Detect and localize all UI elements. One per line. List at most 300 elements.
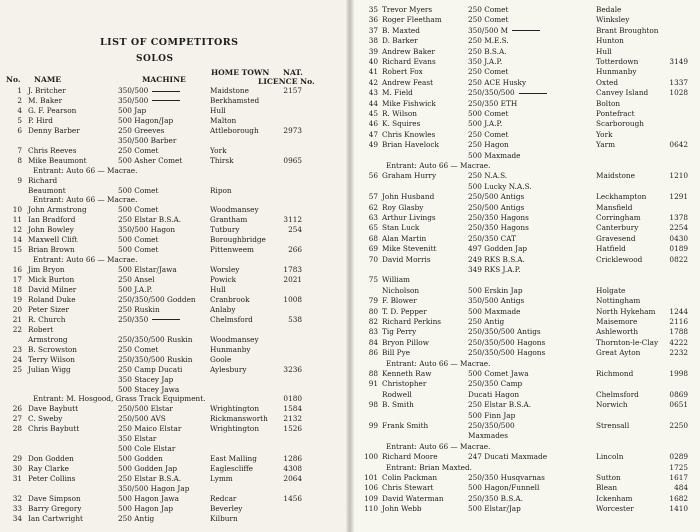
competitor-number: 29 (12, 454, 22, 464)
competitor-name: Kenneth Raw (382, 369, 432, 378)
machine: 250 Ruskin (118, 304, 160, 314)
licence-number: 4222 (669, 337, 688, 347)
competitor-name: Nicholson (382, 285, 420, 295)
home-town: Strensall (596, 421, 630, 430)
machine: 250 Antig (468, 317, 505, 326)
licence-number: 3112 (283, 215, 302, 225)
header-no: No. (6, 75, 21, 84)
competitor-row (350, 369, 700, 378)
machine: 500 Hagon Jap (118, 503, 173, 513)
home-town: Hull (210, 285, 226, 294)
competitor-row (350, 88, 700, 97)
competitor-number: 69 (368, 244, 378, 254)
machine: 250 Comet (118, 344, 159, 354)
competitor-row (0, 156, 350, 165)
competitor-row (0, 345, 350, 354)
competitor-name: David Morris (382, 254, 431, 264)
home-town: Richmond (596, 369, 634, 378)
competitor-row (0, 454, 350, 463)
licence-number: 538 (288, 314, 302, 324)
competitor-name: J. Britcher (28, 86, 66, 95)
competitor-number: 14 (12, 235, 22, 245)
competitor-row (350, 452, 700, 461)
competitor-name: Terry Wilson (28, 354, 75, 364)
home-town: Wrightington (210, 424, 260, 434)
home-town: Boroughbridge (210, 235, 266, 245)
machine: 500 Godden (118, 454, 163, 464)
competitor-row (0, 385, 350, 394)
competitor-row (350, 26, 700, 35)
competitor-row (0, 414, 350, 423)
competitor-row (0, 315, 350, 324)
competitor-row (350, 265, 700, 274)
competitor-name: G. F. Pearson (28, 105, 77, 115)
competitor-row (350, 296, 700, 305)
machine: 250/350 Hagons (468, 223, 529, 233)
competitor-number: 35 (368, 5, 378, 14)
machine: 350/500 (118, 86, 180, 95)
competitor-name: William (382, 275, 410, 285)
home-town: Oxted (596, 77, 619, 87)
competitor-row (350, 234, 700, 243)
competitor-name: Ian Cartwright (28, 513, 83, 523)
home-town: Rickmansworth (210, 414, 268, 424)
licence-number: 1028 (669, 88, 688, 98)
home-town: Beverley (210, 503, 243, 513)
licence-number: 1783 (283, 265, 302, 275)
home-town: Grantham (210, 215, 248, 225)
competitor-number: 70 (368, 254, 378, 264)
competitor-number: 27 (12, 414, 22, 424)
competitor-row (0, 235, 350, 244)
licence-number: 1210 (669, 171, 688, 181)
competitor-name: Colin Packman (382, 473, 438, 482)
competitor-name: Peter Collins (28, 474, 76, 484)
home-town: Norwich (596, 400, 628, 410)
machine: 500 Lucky N.A.S. (468, 181, 532, 191)
home-town: Cranbrook (210, 294, 250, 304)
competitor-row (0, 116, 350, 125)
machine: Maxmades (468, 431, 508, 441)
competitor-number: 8 (17, 155, 22, 165)
licence-number: 1291 (669, 192, 688, 202)
machine: 500 Hagon/Jap (118, 115, 174, 125)
machine: 250 Hagon (468, 140, 509, 150)
entrant-line (350, 463, 700, 472)
machine: 500 Comet (118, 245, 159, 255)
competitor-row (350, 494, 700, 503)
entrant-text: Entrant: Auto 66 — Macrae. (386, 441, 491, 451)
entrant-line (0, 255, 350, 264)
competitor-name: Chris Baybutt (28, 424, 80, 434)
machine: 250/350/500 (468, 88, 547, 97)
licence-number: 1725 (669, 462, 688, 472)
home-town: Pittenweem (210, 245, 254, 255)
competitor-name: Stan Luck (382, 223, 420, 233)
blank-dash (519, 93, 547, 94)
machine: 250/350/500 Godden (118, 294, 196, 304)
home-town: Pontefract (596, 109, 635, 118)
competitor-row (350, 36, 700, 45)
machine: 250 Elstar B.S.A. (468, 400, 532, 410)
home-town: Cricklewood (596, 254, 643, 264)
entrant-line (0, 166, 350, 175)
competitor-row (0, 146, 350, 155)
competitor-row (350, 473, 700, 482)
machine: 500 Finn Jap (468, 410, 516, 420)
home-town: Hunmanby (596, 67, 637, 77)
home-town: York (210, 145, 227, 155)
competitor-number: 109 (364, 493, 378, 503)
competitor-number: 2 (17, 95, 22, 105)
competitor-name: M. Field (382, 88, 413, 98)
home-town: Corringham (596, 213, 641, 222)
competitor-name: Richard Moore (382, 452, 438, 462)
machine: 250/350 Hagons (468, 213, 529, 222)
machine: 350/500 M (468, 26, 540, 35)
machine: 247 Ducati Maxmade (468, 452, 548, 462)
licence-number: 0289 (669, 452, 688, 462)
competitor-row (0, 215, 350, 224)
competitor-row (350, 275, 700, 284)
competitor-row (0, 464, 350, 473)
competitor-number: 19 (12, 294, 22, 304)
competitor-number: 75 (368, 275, 378, 285)
entrant-text: Entrant: Auto 66 — Macrae. (33, 195, 138, 205)
competitor-number: 45 (368, 109, 378, 118)
competitor-name: Armstrong (28, 334, 68, 344)
home-town: Bolton (596, 98, 621, 108)
competitor-name: R. Wilson (382, 109, 418, 118)
competitor-row (0, 325, 350, 334)
header-licence: LICENCE No. (258, 77, 315, 86)
competitor-number: 83 (368, 327, 378, 337)
home-town: Eaglescliffe (210, 464, 254, 474)
competitor-name: Chris Reeves (28, 145, 77, 155)
competitor-row (350, 99, 700, 108)
competitor-name: R. Church (28, 314, 66, 324)
competitor-name: B. Maxted (382, 25, 420, 35)
competitor-row (350, 286, 700, 295)
competitor-number: 80 (368, 306, 378, 316)
competitor-row (0, 96, 350, 105)
competitor-row (0, 514, 350, 523)
competitor-number: 6 (17, 125, 22, 135)
competitor-name: T. D. Pepper (382, 306, 427, 316)
licence-number: 0651 (669, 400, 688, 410)
competitor-number: 28 (12, 424, 22, 434)
home-town: Woodmansey (210, 334, 259, 344)
competitor-row (350, 15, 700, 24)
licence-number: 2021 (283, 275, 302, 285)
licence-number: 0430 (669, 233, 688, 243)
machine: 500 Hagon/Funnell (468, 483, 540, 493)
competitor-number: 34 (12, 513, 22, 523)
competitor-name: Trevor Myers (382, 5, 433, 14)
competitor-row (350, 78, 700, 87)
competitor-row (0, 434, 350, 443)
competitor-row (0, 404, 350, 413)
competitor-name: F. Blower (382, 296, 417, 306)
competitor-name: John Husband (382, 192, 435, 202)
competitor-number: 106 (364, 483, 378, 493)
licence-number: 1244 (669, 306, 688, 316)
competitor-name: Dave Simpson (28, 493, 81, 503)
competitor-row (350, 109, 700, 118)
competitor-row (0, 335, 350, 344)
machine: 250 Comet (468, 15, 509, 25)
machine: 500 Elstar/Jawa (118, 265, 177, 275)
home-town: Canvey Island (596, 88, 649, 98)
competitor-name: Andrew Feast (382, 77, 434, 87)
competitor-name: Christopher (382, 379, 427, 389)
competitor-row (350, 213, 700, 222)
competitor-row (350, 483, 700, 492)
home-town: Totterdown (596, 57, 639, 66)
competitor-row (350, 400, 700, 409)
competitor-name: Julian Wigg (28, 364, 71, 374)
machine: 500 Comet (468, 109, 509, 118)
competitor-number: 31 (12, 474, 22, 484)
entrant-line (0, 394, 350, 403)
competitor-number: 63 (368, 213, 378, 222)
competitor-number: 26 (12, 404, 22, 414)
machine: 500 Maxmade (468, 306, 521, 316)
machine: 250 Elstar B.S.A. (118, 474, 182, 484)
machine: 350/500 Hagon (118, 225, 176, 235)
home-town: Ickenham (596, 493, 633, 503)
competitor-name: Robert Fox (382, 67, 423, 77)
home-town: Worsley (210, 265, 240, 275)
home-town: Yarm (596, 140, 616, 150)
competitor-name: Mike Fishwick (382, 98, 436, 108)
competitor-row (350, 379, 700, 388)
competitor-row (350, 67, 700, 76)
competitor-name: Richard Perkins (382, 317, 442, 326)
licence-number: 0642 (669, 140, 688, 150)
machine: 500 Comet (118, 235, 159, 245)
competitor-row (350, 327, 700, 336)
competitor-number: 47 (368, 129, 378, 139)
competitor-name: Don Godden (28, 454, 74, 464)
home-town: Scarborough (596, 119, 644, 129)
home-town: Maidstone (210, 86, 249, 95)
competitor-name: Rodwell (382, 389, 412, 399)
home-town: Anlaby (210, 304, 236, 314)
competitor-row (0, 444, 350, 453)
competitor-row (0, 275, 350, 284)
licence-number: 1682 (669, 493, 688, 503)
competitor-row (0, 245, 350, 254)
competitor-number: 12 (12, 225, 22, 235)
home-town: Leckhampton (596, 192, 647, 202)
home-town: Woodmansey (210, 205, 259, 215)
competitor-name: Andrew Baker (382, 46, 435, 56)
competitor-name: Mike Stevenitt (382, 244, 437, 254)
home-town: Chelmsford (596, 389, 639, 399)
competitor-row (0, 285, 350, 294)
machine: 250/350 ETH (468, 98, 518, 108)
competitor-number: 23 (12, 344, 22, 354)
competitor-row (350, 431, 700, 440)
competitor-name: D. Barker (382, 36, 418, 46)
home-town: Ripon (210, 185, 232, 195)
competitor-row (350, 317, 700, 326)
licence-number: 4308 (283, 464, 302, 474)
competitor-name: Robert (28, 324, 54, 334)
page-title: LIST OF COMPETITORS (100, 37, 239, 48)
competitor-row (0, 295, 350, 304)
machine: 250/350 Camp (468, 379, 523, 389)
competitor-row (350, 130, 700, 139)
competitor-name: Chris Stewart (382, 483, 434, 493)
competitor-number: 68 (368, 233, 378, 243)
home-town: Brant Broughton (596, 25, 659, 35)
home-town: Lincoln (596, 452, 624, 462)
competitor-row (350, 140, 700, 149)
machine: 500 J.A.P. (118, 285, 153, 294)
competitor-row (350, 203, 700, 212)
competitor-row (0, 424, 350, 433)
competitor-number: 18 (12, 285, 22, 294)
competitor-name: Beaumont (28, 185, 66, 195)
home-town: Thornton-le-Clay (596, 337, 659, 347)
competitor-name: Arthur Livings (382, 213, 436, 222)
home-town: Berkhamsted (210, 95, 260, 105)
home-town: Great Ayton (596, 348, 641, 358)
competitor-row (0, 186, 350, 195)
competitor-row (350, 244, 700, 253)
machine: 250/350/500 Hagons (468, 337, 546, 347)
home-town: Hatfield (596, 244, 626, 254)
competitor-row (0, 504, 350, 513)
licence-number: 2157 (283, 86, 302, 95)
machine: 497 Godden Jap (468, 244, 528, 254)
licence-number: 0965 (283, 155, 302, 165)
machine: 250 Elstar B.S.A. (118, 215, 182, 225)
competitor-number: 11 (12, 215, 22, 225)
blank-dash (152, 91, 180, 92)
competitor-number: 49 (368, 140, 378, 150)
entrant-text: Entrant: M. Hosgood, Grass Track Equipment. (33, 394, 206, 404)
competitor-name: Bryon Pillow (382, 337, 429, 347)
machine: 250 N.A.S. (468, 171, 508, 181)
home-town: Chelmsford (210, 314, 253, 324)
competitor-number: 38 (368, 36, 378, 46)
competitor-name: Bill Pye (382, 348, 411, 358)
competitor-name: Brian Brown (28, 245, 75, 255)
licence-number: 2116 (669, 317, 688, 326)
licence-number: 1617 (669, 473, 688, 482)
competitor-row (0, 136, 350, 145)
machine: 350/500 Antigs (468, 296, 525, 306)
home-town: Aylesbury (210, 364, 247, 374)
competitor-row (0, 305, 350, 314)
machine: 250 Greeves (118, 125, 165, 135)
header-home-town: HOME TOWN (211, 68, 270, 77)
competitor-name: Jim Bryon (28, 265, 65, 275)
competitor-row (350, 421, 700, 430)
home-town: Winksley (596, 15, 630, 25)
home-town: Canterbury (596, 223, 639, 233)
licence-number: 2064 (283, 474, 302, 484)
competitor-row (350, 411, 700, 420)
machine: 350 J.A.P. (468, 57, 503, 66)
competitor-number: 42 (368, 77, 378, 87)
licence-number: 266 (288, 245, 302, 255)
home-town: Lymm (210, 474, 233, 484)
machine: 500 J.A.P. (468, 119, 503, 129)
machine: 500 Maxmade (468, 150, 521, 160)
machine: 250/350/500 Hagons (468, 348, 546, 358)
licence-number: 1337 (669, 77, 688, 87)
home-town: Mansfield (596, 202, 633, 212)
competitor-name: Mike Beaumont (28, 155, 87, 165)
machine: 250/350 (118, 315, 180, 324)
machine: 500 Comet (118, 185, 159, 195)
competitor-number: 20 (12, 304, 22, 314)
competitor-number: 110 (364, 504, 378, 514)
competitor-number: 65 (368, 223, 378, 233)
home-town: Hull (596, 46, 612, 56)
competitor-number: 40 (368, 57, 378, 66)
home-town: York (596, 129, 613, 139)
machine: 349 RKS J.A.P. (468, 265, 521, 274)
machine: 350 Stacey Jap (118, 374, 174, 384)
machine: 500 Comet Jawa (468, 369, 529, 378)
competitor-number: 15 (12, 245, 22, 255)
machine: 250/500 Antigs (468, 202, 525, 212)
competitor-name: Barry Gregory (28, 503, 82, 513)
competitor-number: 10 (12, 205, 22, 215)
licence-number: 254 (288, 225, 302, 235)
home-town: Hunmanby (210, 344, 251, 354)
competitor-name: C. Sweby (28, 414, 63, 424)
competitor-row (350, 348, 700, 357)
competitor-name: K. Squires (382, 119, 421, 129)
licence-number: 1456 (283, 493, 302, 503)
home-town: Tutbury (210, 225, 240, 235)
competitor-row (350, 151, 700, 160)
competitor-number: 79 (368, 296, 378, 306)
competitor-number: 21 (12, 314, 22, 324)
competitor-number: 32 (12, 493, 22, 503)
machine: 250 Camp Ducati (118, 364, 183, 374)
competitor-number: 24 (12, 354, 22, 364)
competitor-name: Dave Baybutt (28, 404, 79, 414)
competitor-name: Brian Havelock (382, 140, 439, 150)
machine: 500 Hagon Jawa (118, 493, 179, 503)
home-town: Malton (210, 115, 237, 125)
competitor-number: 9 (17, 175, 22, 185)
entrant-line (0, 195, 350, 204)
header-machine: MACHINE (142, 75, 186, 84)
competitor-name: P. Hird (28, 115, 53, 125)
competitor-number: 17 (12, 275, 22, 285)
home-town: Kilburn (210, 513, 238, 523)
competitor-row (350, 47, 700, 56)
competitor-number: 57 (368, 192, 378, 202)
competitor-name: Mick Burton (28, 275, 75, 285)
machine: 250/350 B.S.A. (468, 493, 523, 503)
entrant-line (350, 359, 700, 368)
competitor-name: Maxwell Clift (28, 235, 78, 245)
machine: 500 Asher Comet (118, 155, 183, 165)
machine: 249 RKS B.S.A. (468, 254, 525, 264)
competitor-row (350, 504, 700, 513)
machine: 250 Comet (468, 5, 509, 14)
competitor-number: 62 (368, 202, 378, 212)
